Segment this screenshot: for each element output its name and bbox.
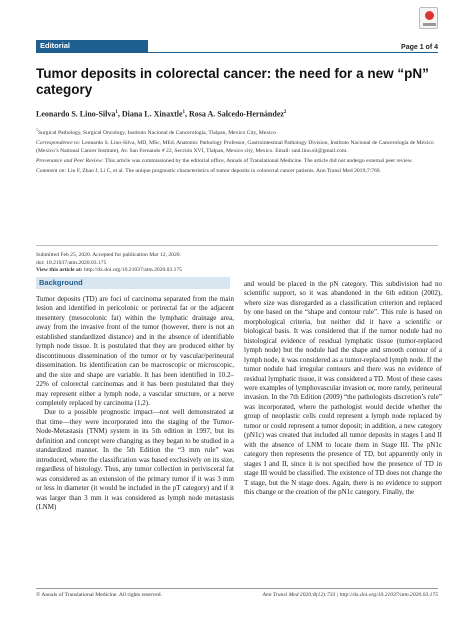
submitted-date: Submitted Feb 25, 2020. Accepted for publication Mar 12, 2020.: [36, 252, 181, 258]
badge-dot: [425, 11, 434, 20]
citation: Ann Transl Med 2020;8(12):733 | http://dx.doi.org/10.21037/atm.2020.03.175: [262, 592, 438, 598]
view-article: View this article at: http://dx.doi.org/10.21037/atm.2020.03.175: [36, 267, 183, 274]
footer-rule: [36, 588, 438, 589]
article-link[interactable]: http://dx.doi.org/10.21037/atm.2020.03.175: [83, 267, 183, 274]
paragraph: Tumor deposits (TD) are foci of carcinoma separated from the main lesion and identified in pericolonic or perirectal fat or the adjacent mesentery (mesocolonic fat) within the lymphatic drainage area, away from the invasive front of the tumor (however, there is not an established standardized distance) and in the absence of identifiable lymph node tissue. It is postulated that they are produced either by discontinuous dissemination of the tumor or by vascular/perineural dissemination. Its identification can be macroscopic or microscopic, and the size and shape are variable. It has been identified in 10.2–22% of colorectal carcinomas and it has been postulated that they may represent either a lymph node, a vascular structure, or a nerve completely replaced by carcinoma (1,2).: [36, 295, 234, 407]
article-title: Tumor deposits in colorectal cancer: the need for a new “pN” category: [36, 66, 429, 97]
copyright: © Annals of Translational Medicine. All rights reserved.: [36, 592, 162, 598]
front-matter: [36, 126, 438, 178]
page-number: Page 1 of 4: [401, 44, 438, 51]
doi: doi: 10.21037/atm.2020.03.175: [36, 259, 107, 266]
author-list: Leonardo S. Lino-Silva$^1$, Diana L. Xinaxtle$^1$, Rosa A. Salcedo-Hernández$^2$: [36, 109, 287, 119]
badge-bar: [423, 23, 436, 26]
author-affil: 2: [283, 110, 287, 115]
author-affil: 1: [182, 110, 186, 115]
correspondence: Correspondence to: Leonardo S. Lino-Silva, MD, MSc, MEd. Anatomic Pathology Professor, Gastrointestinal Pathology Division, Instituto Nacional de Cancerología de México (Mexico’s National Cancer Institute), Av. San Fernando # 22, Sección XVI, Tlalpan, Mexico city, Mexico. Email: saul.lino.sil@gmail.com.: [36, 140, 434, 154]
check-for-updates-icon[interactable]: [419, 7, 438, 29]
affiliations: $^1$Surgical Pathology, Surgical Oncology, Instituto Nacional de Cancerología, Tlalpan, Mexico City, Mexico: [36, 127, 276, 136]
article-dates: [36, 252, 438, 275]
paragraph: and would be placed in the pN category. This subdivision had no scientific support, so it was abandoned in the 6th edition (2002), where size was disregarded as a classification criterion and replaced by one based on the “shape and contour rule”. This rule is based on morphological criteria, but neither did it have a scientific or biological basis. It was considered that if the tumor nodule had no histological evidence of residual lymphatic tissue (tumor-replaced lymph node) but the nodule had the shape and smooth contour of a lymph node, it was considered as a tumor-replaced lymph node. If the tumor nodule had irregular contours and there was no evidence of residual lymphatic tissue, it was considered a TD. Most of these cases were examples of lymphovascular invasion or, more rarely, perineural invasion. In the 7th Edition (2009) “the pathologists discretion’s rule” was incorporated, where the pathologist would decide whether the group of neoplastic cells could represent a lymph node replaced by tumor or could represent a tumor deposit; in addition, a new category (pN1c) was created that included all tumor deposits in stages I and II with the absence of LNM to locate them in Stage III. The pN1c category then represents the presence of TD, but apparently only in stages I and II, since it is not specified how the presence of TD in stage III would be classified. The existence of TD does not change the T stage, but the N stage does. Again, there is no evidence to support this change or the creation of the pN1c category. Finally, the: [244, 280, 442, 496]
body-column-left: [36, 295, 234, 512]
background-heading: Background: [36, 277, 230, 289]
header-rule: [36, 52, 438, 53]
provenance: Provenance and Peer Review: This article was commissioned by the editorial office, Annals of Translational Medicine. The article did not undergo external peer review.: [36, 157, 413, 164]
author-name: Leonardo S. Lino-Silva: [36, 109, 116, 119]
section-tag: Editorial: [36, 40, 148, 52]
author-name: Rosa A. Salcedo-Hernández: [189, 109, 284, 119]
front-matter-rule: [36, 245, 438, 246]
paragraph: Due to a possible prognostic impact—not well demonstrated at that time—they were incorporated into the staging of the Tumor-Node-Metastasis (TNM) system in its 5th edition in 1997, but its definition and concept were changing as they began to be studied in a standardized manner. In the 5th Edition the “3 mm rule” was introduced, where the classification was based exclusively on its size, regardless of histology. Thus, any tumor collection in perivisceral fat was considered as an extension of the primary tumor if it was 3 mm or less in diameter (it would be included in the pT category) and if it was larger than 3 mm it was considered as lymph node metastasis (LNM): [36, 408, 234, 511]
author-name: Diana L. Xinaxtle: [121, 109, 183, 119]
body-column-right: [244, 280, 442, 497]
author-affil: 1: [115, 110, 118, 115]
comment-on: Comment on: Liu F, Zhao J, Li C, et al. The unique prognostic characteristics of tumor deposits in colorectal cancer patients. Ann Transl Med 2019;7:769.: [36, 168, 381, 175]
